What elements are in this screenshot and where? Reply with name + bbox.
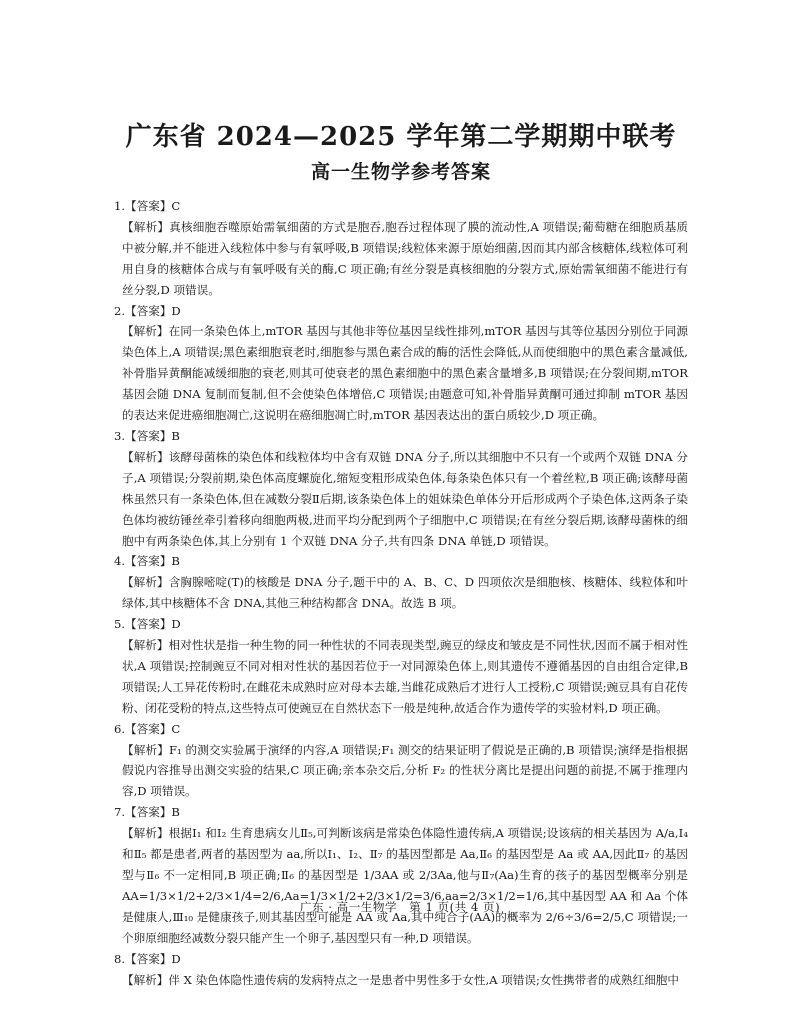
explanation-paragraph: 【解析】含胸腺嘧啶(T)的核酸是 DNA 分子,题干中的 A、B、C、D 四项依次是细胞核、核糖体、线粒体和叶绿体,其中核糖体不含 DNA,其他三种结构都含 DNA。故选 B 项。 [122,575,688,611]
question-6 [114,719,688,803]
explanation-paragraph: 【解析】相对性状是指一种生物的同一种性状的不同表现类型,豌豆的绿皮和皱皮是不同性状,因而不属于相对性状,A 项错误;控制豌豆不同对相对性状的基因若位于一对同源染色体上,则其遗传不遵循基因的自由组合定律,B 项错误;人工异花传粉时,在雌花未成熟时应对母本去雄,当雌花成熟后才进行人工授粉,C 项错误;豌豆具有自花传粉、闭花受粉的特点,这些特点可使豌豆在自然状态下一般是纯种,故适合作为遗传学的实验材料,D 项正确。 [122,638,688,715]
question-8 [114,949,688,991]
explanation-paragraph: 【解析】F₁ 的测交实验属于演绎的内容,A 项错误;F₁ 测交的结果证明了假说是正确的,B 项错误;演绎是指根据假说内容推导出测交实验的结果,C 项正确;亲本杂交后,分析 F₂ 的性状分离比是提出问题的前提,不属于推理内容,D 项错误。 [122,742,688,799]
page-subtitle: 高一生物学参考答案 [310,161,491,183]
explanation-paragraph: 【解析】伴 X 染色体隐性遗传病的发病特点之一是患者中男性多于女性,A 项错误;女性携带者的成熟红细胞中 [122,972,679,987]
answer-line: 5.【答案】D [114,617,181,632]
question-2 [114,301,688,426]
question-7 [114,802,688,948]
answer-line: 4.【答案】B [114,554,180,569]
question-1 [114,196,688,301]
question-4 [114,551,688,614]
answer-line: 6.【答案】C [114,721,181,736]
page-title: 广东省 2024—2025 学年第二学期期中联考 [125,122,677,152]
answer-line: 3.【答案】B [114,428,180,443]
answer-line: 1.【答案】C [114,199,181,213]
answer-list [114,196,688,990]
question-3 [114,426,688,551]
answer-line: 8.【答案】D [114,951,181,966]
answer-line: 2.【答案】D [114,303,181,318]
answer-line: 7.【答案】B [114,805,180,820]
page-footer: 广东 · 高一生物学 第 1 页(共 4 页) [299,900,501,914]
explanation-paragraph: 【解析】真核细胞吞噬原始需氧细菌的方式是胞吞,胞吞过程体现了膜的流动性,A 项错误;葡萄糖在细胞质基质中被分解,并不能进入线粒体中参与有氧呼吸,B 项错误;线粒体来源于原始细菌,因而其内部含核糖体,线粒体可利用自身的核糖体合成与有氧呼吸有关的酶,C 项正确;有丝分裂是真核细胞的分裂方式,原始需氧细菌不能进行有丝分裂,D 项错误。 [122,219,688,297]
question-5 [114,614,688,719]
explanation-paragraph: 【解析】该酵母菌株的染色体和线粒体均中含有双链 DNA 分子,所以其细胞中不只有一个或两个双链 DNA 分子,A 项错误;分裂前期,染色体高度螺旋化,缩短变粗形成染色体,每条染色体只有一个着丝粒,B 项正确;该酵母菌株虽然只有一条染色体,但在减数分裂Ⅱ后期,该条染色体上的姐妹染色单体分开后形成两个子染色体,这两条子染色体均被纺锤丝牵引着移向细胞两极,进而平均分配到两个子细胞中,C 项错误;在有丝分裂后期,该酵母菌株的细胞中有两条染色体,其上分别有 1 个双链 DNA 分子,共有四条 DNA 单链,D 项错误。 [122,449,688,548]
explanation-paragraph: 【解析】根据Ⅰ₁ 和Ⅰ₂ 生育患病女儿Ⅱ₅,可判断该病是常染色体隐性遗传病,A 项错误;设该病的相关基因为 A/a,Ⅰ₄ 和Ⅱ₅ 都是患者,两者的基因型为 aa,所以Ⅰ₁、Ⅰ₂、Ⅱ₇ 的基因型都是 Aa,Ⅱ₆ 的基因型是 Aa 或 AA,因此Ⅱ₇ 的基因型与Ⅱ₆ 不一定相同,B 项正确;Ⅱ₆ 的基因型是 1/3AA 或 2/3Aa,他与Ⅱ₇(Aa)生育的孩子的基因型概率分别是 AA=1/3×1/2+2/3×1/4=2/6,Aa=1/3×1/2+2/3×1/2=3/6,aa=2/3×1/2=1/6,其中基因型 AA 和 Aa 个体是健康人,Ⅲ₁₀ 是健康孩子,则其基因型可能是 AA 或 Aa,其中纯合子(AA)的概率为 2/6÷3/6=2/5,C 项错误;一个卵原细胞经减数分裂只能产生一个卵子,基因型只有一种,D 项错误。 [122,826,688,945]
explanation-paragraph: 【解析】在同一条染色体上,mTOR 基因与其他非等位基因呈线性排列,mTOR 基因与其等位基因分别位于同源染色体上,A 项错误;黑色素细胞衰老时,细胞参与黑色素合成的酶的活性会降低,从而使细胞中的黑色素含量减低,补骨脂异黄酮能减缓细胞的衰老,则其可使衰老的黑色素细胞中的黑色素含量增多,B 项错误;在分裂间期,mTOR 基因会随 DNA 复制而复制,但不会使染色体增倍,C 项错误;由题意可知,补骨脂异黄酮可通过抑制 mTOR 基因的表达来促进癌细胞凋亡,这说明在癌细胞凋亡时,mTOR 基因表达出的蛋白质较少,D 项正确。 [122,324,688,423]
